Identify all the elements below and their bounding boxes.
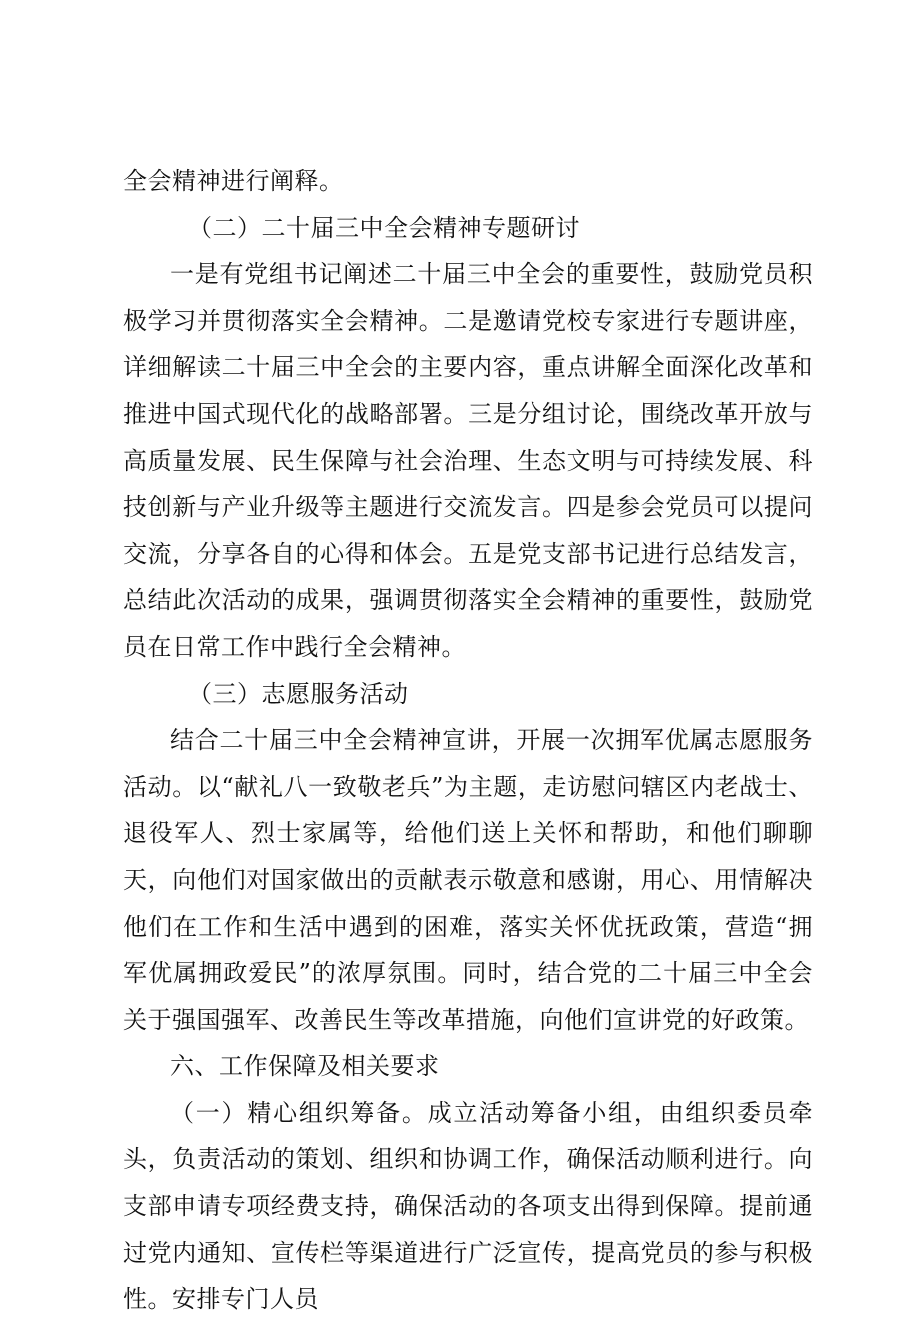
section-heading-3: （三）志愿服务活动 (188, 679, 409, 708)
paragraph-continuation: 全会精神进行阐释。 (123, 167, 344, 195)
paragraph-seminar: 一是有党组书记阐述二十届三中全会的重要性，鼓励党员积极学习并贯彻落实全会精神。二是邀请党校专家进行专题讲座，详细解读二十届三中全会的主要内容，重点讲解全面深化改革和推进中国式现代化的战略部署。三是分组讨论，围绕改革开放与高质量发展、民生保障与社会治理、生态文明与可持续发展、科技创新与产业升级等主题进行交流发言。四是参会党员可以提问交流，分享各自的心得和体会。五是党支部书记进行总结发言，总结此次活动的成果，强调贯彻落实全会精神的重要性，鼓励党员在日常工作中践行全会精神。 (123, 260, 813, 661)
paragraph-volunteer: 结合二十届三中全会精神宣讲，开展一次拥军优属志愿服务活动。以“献礼八一致敬老兵”为主题，走访慰问辖区内老战士、退役军人、烈士家属等，给他们送上关怀和帮助，和他们聊聊天，向他们对国家做出的贡献表示敬意和感谢，用心、用情解决他们在工作和生活中遇到的困难，落实关怀优抚政策，营造“拥军优属拥政爱民”的浓厚氛围。同时，结合党的二十届三中全会关于强国强军、改善民生等改革措施，向他们宣讲党的好政策。 (123, 726, 813, 1034)
paragraph-organization: （一）精心组织筹备。成立活动筹备小组，由组织委员牵头，负责活动的策划、组织和协调工作，确保活动顺利进行。向支部申请专项经费支持，确保活动的各项支出得到保障。提前通过党内通知、宣传栏等渠道进行广泛宣传，提高党员的参与积极性。安排专门人员 (123, 1098, 813, 1314)
document-body (123, 158, 813, 1323)
section-heading-six: 六、工作保障及相关要求 (170, 1052, 440, 1081)
section-heading-2: （二）二十届三中全会精神专题研讨 (188, 213, 580, 242)
